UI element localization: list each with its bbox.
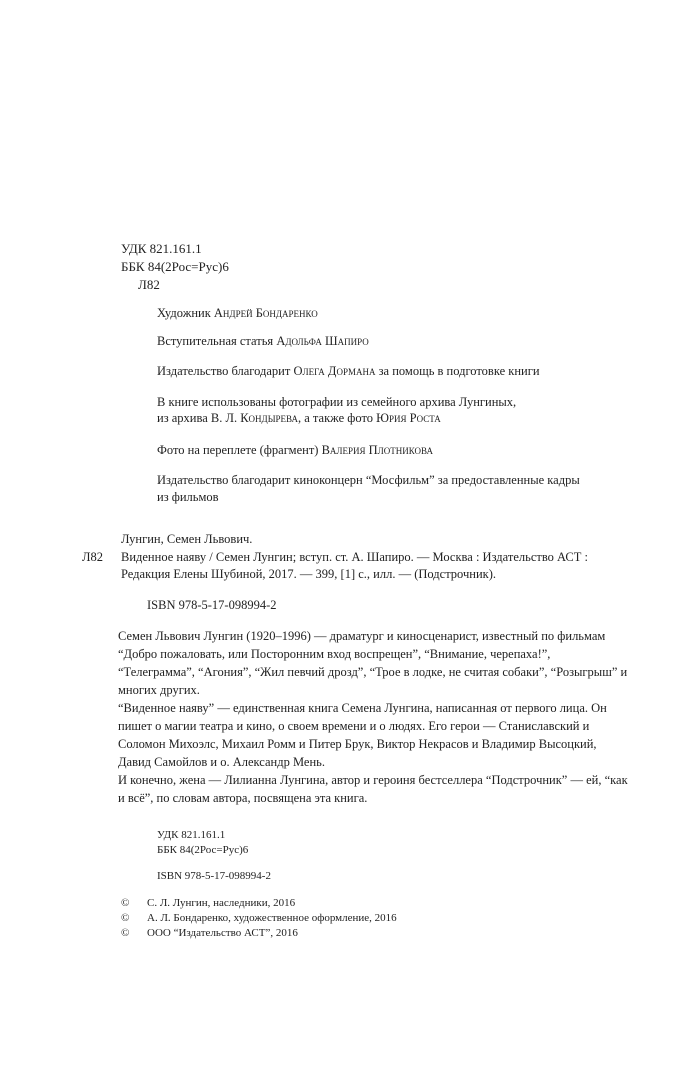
credit-mosfilm-line2: из фильмов [157, 490, 219, 504]
bottom-isbn: ISBN 978-5-17-098994-2 [157, 870, 271, 882]
credit-intro: Вступительная статья Адольфа Шапиро [157, 334, 369, 348]
credit-artist: Художник Андрей Бондаренко [157, 306, 318, 320]
bib-line2: Редакция Елены Шубиной, 2017. — 399, [1] с., илл. — (Подстрочник). [121, 567, 497, 581]
copyright-row: © А. Л. Бондаренко, художественное оформление, 2016 [121, 912, 397, 924]
bottom-bbk: ББК 84(2Рос=Рус)6 [157, 844, 249, 856]
bbk-code: ББК 84(2Рос=Рус)6 [121, 259, 229, 274]
bottom-udk: УДК 821.161.1 [157, 829, 226, 841]
credit-photos-line2: из архива В. Л. Кондырева, а также фото Юрия Роста [157, 411, 441, 425]
annotation [118, 627, 628, 807]
bib-author: Лунгин, Семен Львович. [121, 532, 253, 546]
credit-thanks: Издательство благодарит Олега Дормана за помощь в подготовке книги [157, 364, 540, 378]
bib-isbn: ISBN 978-5-17-098994-2 [147, 598, 277, 612]
udk-code: УДК 821.161.1 [121, 241, 202, 256]
copyright-icon: © [121, 912, 130, 924]
annotation-para-1: Семен Львович Лунгин (1920–1996) — драматург и киносценарист, известный по фильмам “Добро пожаловать, или Посторонним вход воспрещен”, “Внимание, черепаха!”, “Телеграмма”, “Агония”, “Жил певчий дрозд”, “Трое в лодке, не считая собаки”, “Розыгрыш” и многих других. [118, 629, 628, 697]
annotation-para-3: И конечно, жена — Лилианна Лунгина, автор и героиня бестселлера “Подстрочник” — ей, “как и всё”, по словам автора, посвящена эта книга. [118, 773, 628, 805]
credit-mosfilm-line1: Издательство благодарит киноконцерн “Мосфильм” за предоставленные кадры [157, 473, 580, 487]
credit-cover-photo: Фото на переплете (фрагмент) Валерия Плотникова [157, 443, 433, 457]
bib-sign: Л82 [82, 550, 103, 564]
bib-line1: Виденное наяву / Семен Лунгин; вступ. ст. А. Шапиро. — Москва : Издательство АСТ : [121, 550, 588, 564]
copyright-row: © ООО “Издательство АСТ”, 2016 [121, 927, 298, 939]
annotation-para-2: “Виденное наяву” — единственная книга Семена Лунгина, написанная от первого лица. Он пишет о магии театра и кино, о своем времени и о людях. Его герои — Станиславский и Соломон Михоэлс, Михаил Ромм и Питер Брук, Виктор Некрасов и Владимир Высоцкий, Давид Самойлов и о. Александр Мень. [118, 701, 607, 769]
author-sign: Л82 [138, 277, 160, 292]
copyright-icon: © [121, 927, 130, 939]
credit-photos-line1: В книге использованы фотографии из семейного архива Лунгиных, [157, 395, 517, 409]
copyright-icon: © [121, 897, 130, 909]
copyright-row: © С. Л. Лунгин, наследники, 2016 [121, 897, 296, 909]
